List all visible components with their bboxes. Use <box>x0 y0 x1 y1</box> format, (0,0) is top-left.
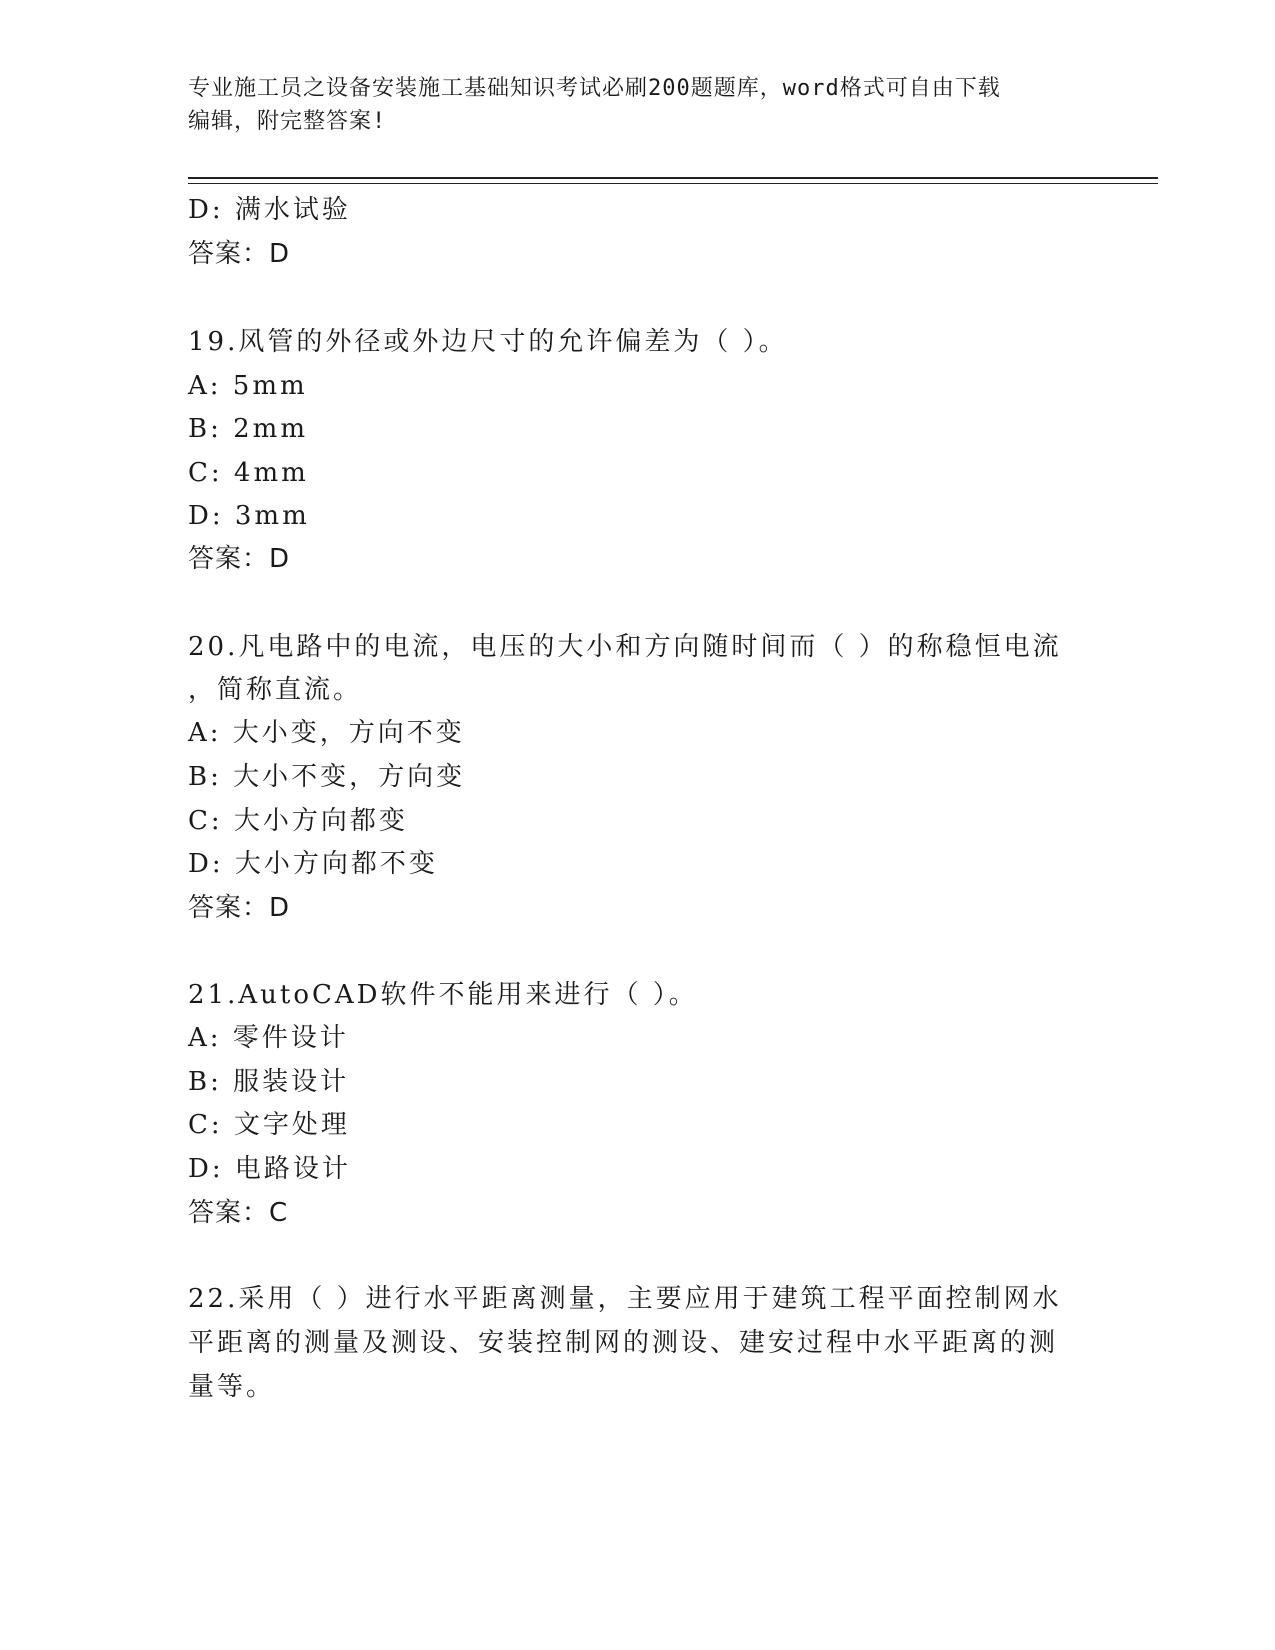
question-21-answer: 答案：C <box>188 1198 289 1228</box>
document-header <box>188 72 1068 138</box>
question-20-option-a: A: 大小变，方向不变 <box>188 718 465 748</box>
question-19-option-c: C: 4mm <box>188 458 309 488</box>
question-19-answer: 答案：D <box>188 544 291 574</box>
question-20-answer: 答案：D <box>188 893 291 923</box>
question-20-option-b: B: 大小不变，方向变 <box>188 762 466 792</box>
question-19-option-d: D: 3mm <box>188 501 310 531</box>
question-21-option-d: D: 电路设计 <box>188 1154 351 1184</box>
question-20-option-c: C: 大小方向都变 <box>188 806 408 836</box>
question-21-text: 21.AutoCAD软件不能用来进行（ ）。 <box>188 980 698 1010</box>
question-19-text: 19.风管的外径或外边尺寸的允许偏差为（ ）。 <box>188 327 788 357</box>
question-19-option-a: A: 5mm <box>188 371 308 401</box>
header-line-2: 编辑，附完整答案! <box>188 109 387 134</box>
question-22-text-line-2: 平距离的测量及测设、安装控制网的测设、建安过程中水平距离的测 <box>188 1328 1059 1358</box>
header-line-1: 专业施工员之设备安装施工基础知识考试必刷200题题库，word格式可自由下载 <box>188 76 1001 101</box>
question-21-option-b: B: 服装设计 <box>188 1067 350 1097</box>
question-19-option-b: B: 2mm <box>188 414 308 444</box>
question-22-text-line-1: 22.采用（ ）进行水平距离测量，主要应用于建筑工程平面控制网水 <box>188 1284 1062 1314</box>
question-20-text-line-1: 20.凡电路中的电流，电压的大小和方向随时间而（ ）的称稳恒电流 <box>188 632 1062 662</box>
question-20-text-line-2: ，简称直流。 <box>188 675 363 705</box>
header-divider-thin <box>188 183 1158 184</box>
option-d: D: 满水试验 <box>188 195 351 225</box>
header-divider <box>188 177 1158 179</box>
question-21-option-a: A: 零件设计 <box>188 1023 349 1053</box>
question-20-option-d: D: 大小方向都不变 <box>188 849 438 879</box>
question-22-text-line-3: 量等。 <box>188 1372 276 1402</box>
answer-line: 答案：D <box>188 239 291 269</box>
question-21-option-c: C: 文字处理 <box>188 1110 350 1140</box>
